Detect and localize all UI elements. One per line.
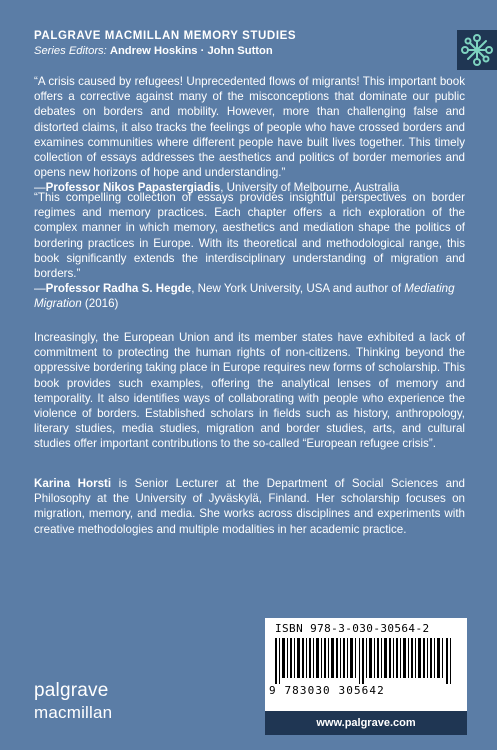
isbn-number: ISBN 978-3-030-30564-2 [275, 622, 430, 635]
quote-2-dash: — [34, 282, 46, 296]
publisher-logo [457, 30, 497, 70]
barcode-digits: 9 783030 305642 [269, 684, 385, 697]
book-description: Increasingly, the European Union and its member states have exhibited a lack of commitment to protecting the human rights of non-citizens. Thinking beyond the oppressive bordering taking place in Europe requires new forms of scholarship. This book provides such examples, offering the analytical lenses of memory and temporality. It also identifies ways of collaborating with people who experience the violence of borders. Established scholars in fields such as history, anthropology, literary studies, media studies, migration and border studies, arts, and cultural studies offer important contributions to the so-called “European refugee crisis”. [34, 331, 465, 451]
series-editors [34, 45, 273, 57]
endorsement-quote-2 [34, 190, 465, 312]
quote-1-text: “A crisis caused by refugees! Unprecedented flows of migrants! This important book offers a corrective against many of the misconceptions that dominate our public debates on borders and mobility. However, more than challenging false and distorted claims, it also tracks the feelings of people who have crossed borders and examines communities where different people have built lives together. This timely collection of essays addresses the aesthetics and politics of border memories and opens new horizons of hope and understanding.” [34, 75, 465, 180]
barcode-icon [275, 638, 457, 684]
quote-1-dash: — [34, 181, 46, 195]
brand-palgrave: palgrave [34, 680, 109, 701]
series-title: PALGRAVE MACMILLAN MEMORY STUDIES [34, 30, 297, 42]
quote-2-affiliation: , New York University, USA and author of [191, 282, 405, 296]
quote-2-year: (2016) [81, 297, 119, 311]
quote-1-affiliation: , University of Melbourne, Australia [220, 181, 400, 195]
endorsement-quote-1 [34, 74, 465, 196]
series-editors-names: Andrew Hoskins · John Sutton [109, 45, 273, 57]
publisher-url[interactable]: www.palgrave.com [265, 711, 467, 735]
quote-2-author: Professor Radha S. Hegde [45, 282, 192, 296]
quote-2-attribution [34, 281, 465, 311]
quote-2-text: “This compelling collection of essays provides insightful perspectives on border regimes and memory practices. Each chapter offers a rich exploration of the complex manner in which memory, aesthetics and mediation shape the politics of bordering practices in Europe. With its theoretical and methodological range, this book significantly extends the interdisciplinary understanding of migration and borders.” [34, 191, 465, 281]
author-bio-text: is Senior Lecturer at the Department of Social Sciences and Philosophy at the University of Jyväskylä, Finland. Her scholarship focuses on migration, memory, and media. She works across disciplines and experiments with creative methodologies and multiple modalities in her academic practice. [34, 477, 465, 536]
author-bio [34, 476, 465, 537]
series-editors-label: Series Editors: [34, 45, 107, 57]
palgrave-network-logo-icon [457, 30, 497, 70]
quote-2-book-title: Mediating Migration [34, 282, 455, 311]
author-name: Karina Horsti [34, 477, 112, 490]
isbn-barcode-panel [265, 618, 467, 735]
quote-1-author: Professor Nikos Papastergiadis [45, 181, 221, 195]
brand-macmillan: macmillan [34, 703, 113, 722]
